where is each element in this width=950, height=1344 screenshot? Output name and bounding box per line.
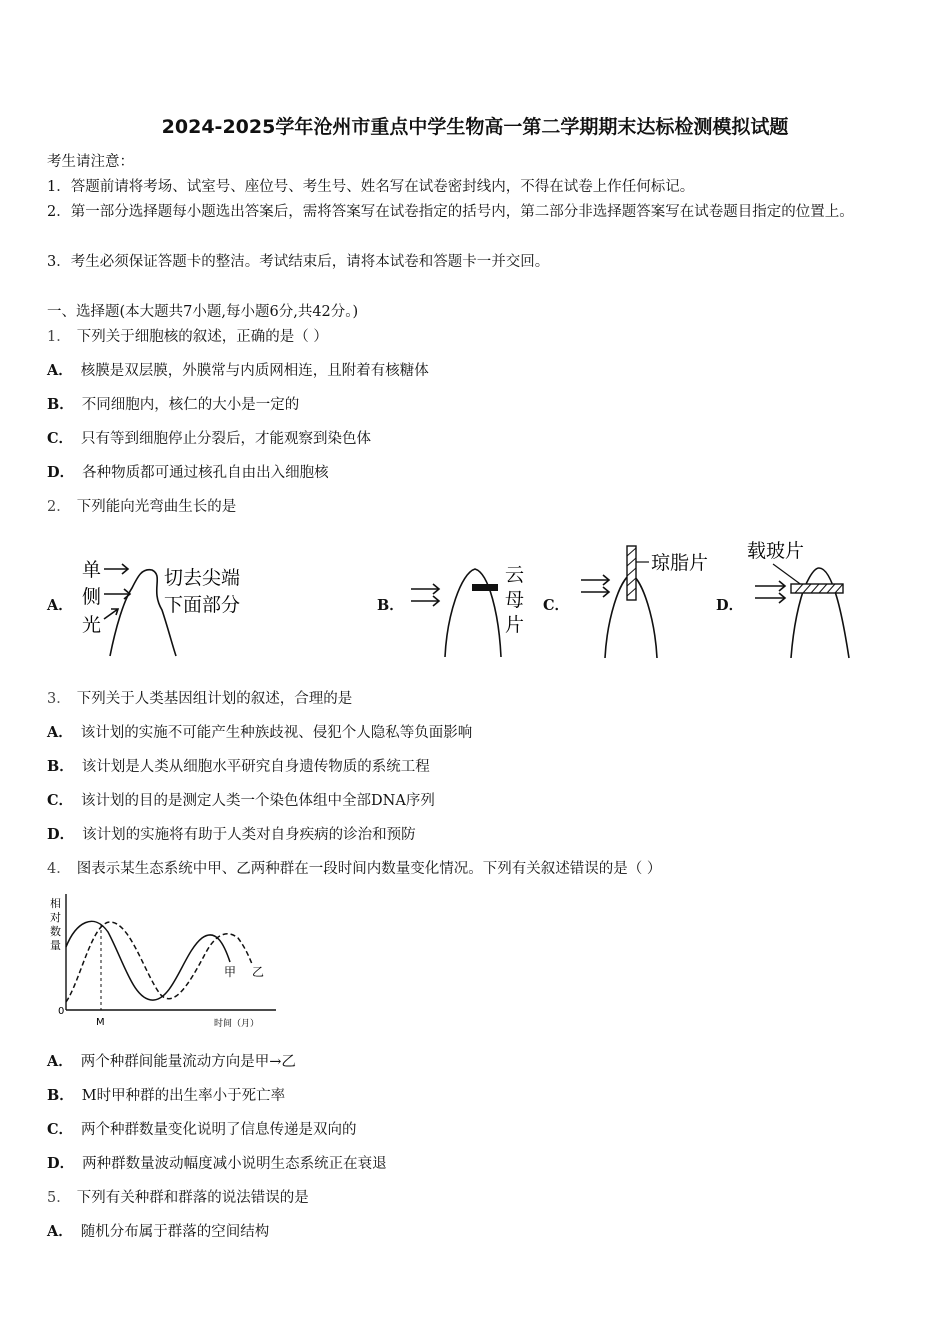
question-number: 4． — [47, 861, 71, 877]
q2-figure-d — [745, 532, 865, 662]
q4-option-a[interactable] — [47, 1052, 296, 1072]
option-letter: A． — [47, 724, 73, 741]
glass-slide-label: 载玻片 — [747, 540, 805, 562]
y-axis-label-char: 相 — [50, 897, 61, 910]
question-number: 1． — [47, 329, 71, 345]
option-letter: A． — [47, 1223, 73, 1240]
question-4-stem — [47, 859, 661, 879]
q2-figure-b — [405, 555, 535, 660]
option-letter: C． — [47, 792, 74, 809]
mica-sheet — [472, 584, 498, 591]
option-text: 该计划是人类从细胞水平研究自身遗传物质的系统工程 — [81, 759, 430, 775]
agar-label: 琼脂片 — [651, 552, 709, 574]
question-text: 下列有关种群和群落的说法错误的是 — [76, 1190, 309, 1206]
y-axis-label-char: 数 — [50, 925, 61, 938]
option-text: 该计划的实施将有助于人类对自身疾病的诊治和预防 — [82, 827, 416, 843]
question-text: 下列关于人类基因组计划的叙述，合理的是 — [76, 691, 353, 707]
light-arrows — [755, 581, 785, 603]
mica-label-char: 片 — [505, 614, 525, 636]
light-label-char: 光 — [82, 614, 102, 636]
option-text: 核膜是双层膜，外膜常与内质网相连，且附着有核糖体 — [80, 363, 429, 379]
option-text: M时甲种群的出生率小于死亡率 — [81, 1088, 286, 1104]
y-axis-label-char: 对 — [50, 911, 61, 924]
question-5-stem — [47, 1188, 309, 1208]
q4-option-d[interactable] — [47, 1154, 387, 1174]
population-graph — [44, 892, 284, 1032]
question-1-stem — [47, 327, 328, 347]
q3-option-c[interactable] — [47, 791, 435, 811]
question-3-stem — [47, 689, 352, 709]
mica-label-char: 母 — [505, 589, 525, 611]
x-axis-label: 时间（月） — [214, 1019, 260, 1029]
option-letter: B． — [47, 396, 74, 413]
option-text: 只有等到细胞停止分裂后，才能观察到染色体 — [81, 431, 372, 447]
q2-option-c-letter[interactable]: C． — [543, 597, 570, 614]
series-yi-label: 乙 — [252, 965, 265, 979]
coleoptile — [791, 568, 849, 658]
m-marker-label: M — [96, 1017, 105, 1028]
q2-figure-c — [575, 540, 725, 662]
option-letter: A． — [47, 1053, 73, 1070]
q1-option-c[interactable] — [47, 429, 371, 449]
option-text: 两个种群间能量流动方向是甲→乙 — [80, 1054, 296, 1070]
question-number: 5． — [47, 1190, 71, 1206]
q4-option-b[interactable] — [47, 1086, 285, 1106]
option-text: 两个种群数量变化说明了信息传递是双向的 — [81, 1122, 357, 1138]
q4-option-c[interactable] — [47, 1120, 357, 1140]
option-letter: A． — [47, 362, 73, 379]
question-2-stem — [47, 497, 236, 517]
option-text: 该计划的实施不可能产生种族歧视、侵犯个人隐私等负面影响 — [80, 725, 473, 741]
light-label-char: 侧 — [82, 586, 102, 608]
option-text: 两种群数量波动幅度减小说明生态系统正在衰退 — [82, 1156, 387, 1172]
label-pointer — [773, 564, 803, 586]
option-letter: D． — [47, 464, 75, 481]
q3-option-d[interactable] — [47, 825, 416, 845]
question-number: 2． — [47, 499, 71, 515]
q1-option-d[interactable] — [47, 463, 329, 483]
y-axis-label-char: 量 — [50, 939, 61, 952]
coleoptile — [445, 569, 501, 657]
question-number: 3． — [47, 691, 71, 707]
q1-option-a[interactable] — [47, 361, 429, 381]
q2-option-b-letter[interactable]: B． — [377, 597, 404, 614]
q3-option-a[interactable] — [47, 723, 472, 743]
question-text: 下列能向光弯曲生长的是 — [76, 499, 237, 515]
question-text: 下列关于细胞核的叙述，正确的是（ ） — [76, 329, 328, 345]
option-text: 该计划的目的是测定人类一个染色体组中全部DNA序列 — [81, 793, 435, 809]
section-heading: 一、选择题(本大题共7小题,每小题6分,共42分。) — [47, 304, 359, 320]
q1-option-b[interactable] — [47, 395, 299, 415]
option-text: 各种物质都可通过核孔自由出入细胞核 — [82, 465, 329, 481]
question-text: 图表示某生态系统中甲、乙两种群在一段时间内数量变化情况。下列有关叙述错误的是（ ） — [76, 861, 662, 877]
q2-figure-a — [72, 548, 257, 663]
light-arrows — [104, 564, 130, 619]
series-jia-curve — [66, 921, 230, 1000]
option-letter: D． — [47, 826, 75, 843]
option-letter: B． — [47, 758, 74, 775]
figure-a-note-1: 切去尖端 — [164, 567, 241, 589]
origin-label: 0 — [58, 1006, 65, 1017]
series-jia-label: 甲 — [224, 965, 237, 979]
series-yi-curve — [66, 922, 252, 1002]
mica-label-char: 云 — [505, 564, 525, 586]
notice-item-1: 1．答题前请将考场、试室号、座位号、考生号、姓名写在试卷密封线内，不得在试卷上作任何标记。 — [47, 179, 695, 195]
notice-item-3: 3．考生必须保证答题卡的整洁。考试结束后，请将本试卷和答题卡一并交回。 — [47, 254, 550, 270]
q2-option-d-letter[interactable]: D． — [716, 597, 744, 614]
q2-option-a-letter[interactable]: A． — [47, 597, 73, 614]
notice-item-2: 2．第一部分选择题每小题选出答案后，需将答案写在试卷指定的括号内，第二部分非选择题答案写在试卷题目指定的位置上。 — [47, 204, 854, 220]
light-arrows — [411, 584, 439, 606]
option-text: 随机分布属于群落的空间结构 — [80, 1224, 270, 1240]
q5-option-a[interactable] — [47, 1222, 269, 1242]
light-arrows — [581, 575, 609, 597]
option-text: 不同细胞内，核仁的大小是一定的 — [81, 397, 300, 413]
notice-heading: 考生请注意： — [47, 154, 134, 170]
light-label-char: 单 — [82, 559, 102, 581]
q3-option-b[interactable] — [47, 757, 430, 777]
option-letter: B． — [47, 1087, 74, 1104]
option-letter: C． — [47, 1121, 74, 1138]
option-letter: C． — [47, 430, 74, 447]
figure-a-note-2: 下面部分 — [164, 594, 241, 616]
option-letter: D． — [47, 1155, 75, 1172]
page-title: 2024-2025学年沧州市重点中学生物高一第二学期期末达标检测模拟试题 — [161, 116, 789, 138]
